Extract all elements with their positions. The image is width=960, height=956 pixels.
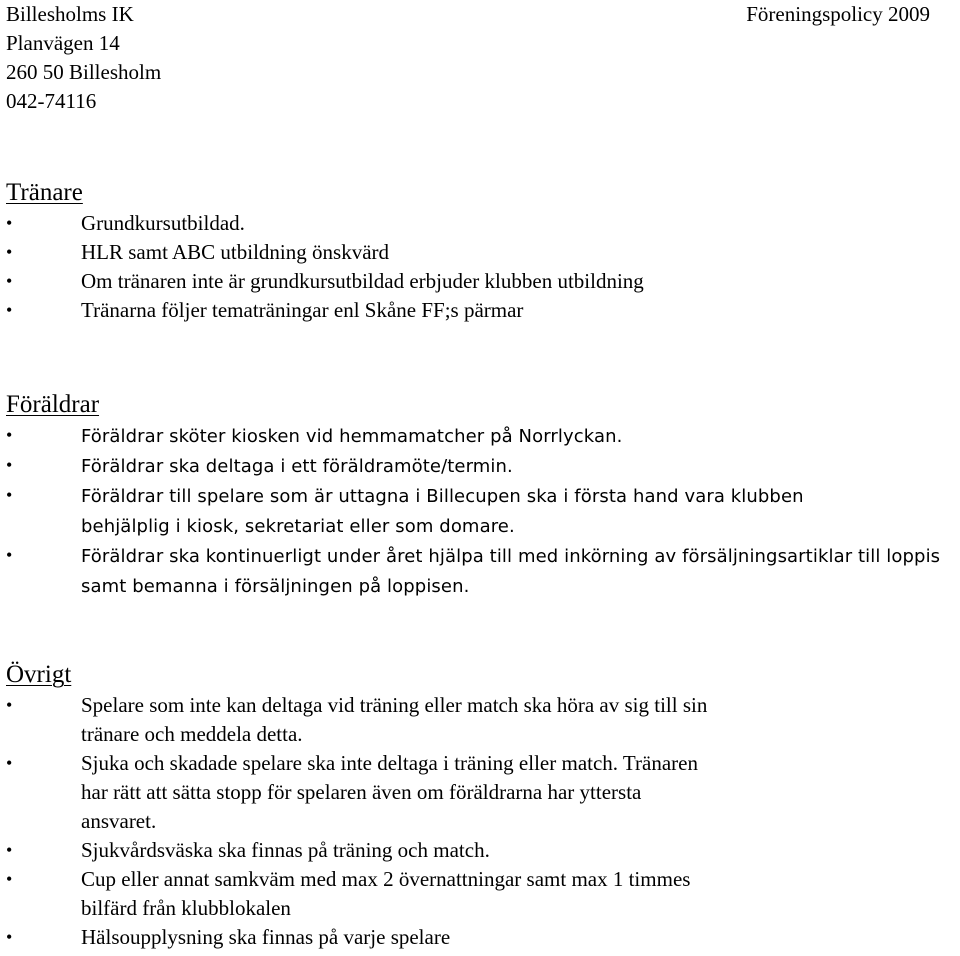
list-item: • Grundkursutbildad.	[6, 209, 956, 238]
bullet-icon: •	[6, 927, 13, 947]
doc-title: Föreningspolicy 2009	[746, 2, 930, 26]
list-item: • Föräldrar ska deltaga i ett föräldramöte/termin.	[6, 451, 956, 481]
bullet-icon: •	[6, 485, 13, 505]
list-item: • HLR samt ABC utbildning önskvärd	[6, 238, 956, 267]
list-item: • Föräldrar ska kontinuerligt under året hjälpa till med inkörning av försäljningsartiklar till loppis samt bemanna i försäljningen på loppisen.	[6, 541, 960, 601]
list-item: • Föräldrar sköter kiosken vid hemmamatcher på Norrlyckan.	[6, 421, 956, 451]
bullet-icon: •	[6, 840, 13, 860]
postal-address: 260 50 Billesholm	[6, 60, 162, 84]
bullet-icon: •	[6, 300, 13, 320]
section-title-tranare: Tränare	[6, 179, 83, 206]
bullet-icon: •	[6, 545, 13, 565]
document-header	[6, 0, 930, 116]
list-item: • Tränarna följer tematräningar enl Skåne FF;s pärmar	[6, 296, 956, 325]
bullet-icon: •	[6, 242, 13, 262]
section-foraldrar	[6, 390, 956, 601]
bullet-icon: •	[6, 455, 13, 475]
phone-number: 042-74116	[6, 89, 97, 113]
header-top-row	[6, 0, 930, 29]
bullet-icon: •	[6, 869, 13, 889]
section-ovrigt	[6, 660, 956, 952]
ovrigt-list	[6, 691, 956, 952]
list-item: • Hälsoupplysning ska finnas på varje spelare	[6, 923, 956, 952]
bullet-icon: •	[6, 425, 13, 445]
tranare-list	[6, 209, 956, 325]
list-item: • Sjukvårdsväska ska finnas på träning och match.	[6, 836, 956, 865]
bullet-icon: •	[6, 213, 13, 233]
street-address: Planvägen 14	[6, 31, 120, 55]
section-tranare	[6, 178, 956, 325]
foraldrar-list	[6, 421, 956, 601]
org-name: Billesholms IK	[6, 2, 134, 26]
list-item: • Cup eller annat samkväm med max 2 övernattningar samt max 1 timmes bilfärd från klubblokalen	[6, 867, 691, 920]
bullet-icon: •	[6, 271, 13, 291]
section-title-ovrigt: Övrigt	[6, 661, 72, 688]
list-item: • Föräldrar till spelare som är uttagna i Billecupen ska i första hand vara klubben behjälplig i kiosk, sekretariat eller som domare.	[6, 481, 816, 541]
section-title-foraldrar: Föräldrar	[6, 391, 100, 418]
list-item: • Om tränaren inte är grundkursutbildad erbjuder klubben utbildning	[6, 267, 956, 296]
list-item: • Sjuka och skadade spelare ska inte deltaga i träning eller match. Tränaren har rätt att sätta stopp för spelaren även om föräldrarna har yttersta ansvaret.	[6, 751, 698, 833]
bullet-icon: •	[6, 753, 13, 773]
list-item: • Spelare som inte kan deltaga vid träning eller match ska höra av sig till sin tränare och meddela detta.	[6, 693, 708, 746]
bullet-icon: •	[6, 695, 13, 715]
